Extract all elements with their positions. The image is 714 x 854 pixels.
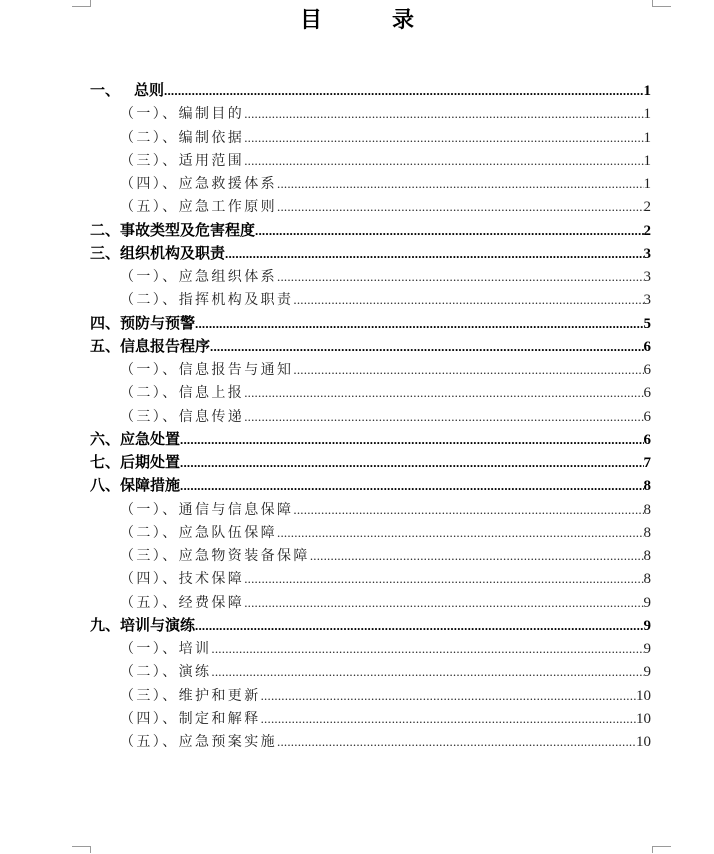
toc-dot-leader [211, 660, 643, 684]
toc-page-number: 3 [643, 292, 651, 309]
toc-subsection-entry[interactable] [90, 707, 651, 730]
toc-dot-leader [293, 288, 643, 312]
toc-entry-title: （三）、应急物资装备保障 [120, 548, 310, 564]
toc-subsection-entry[interactable] [90, 195, 651, 218]
toc-subsection-entry[interactable] [90, 684, 651, 707]
toc-entry-title: （四）、技术保障 [120, 571, 245, 588]
toc-page-number: 6 [643, 385, 651, 402]
toc-page-number: 8 [643, 571, 651, 588]
toc-dot-leader [225, 242, 643, 265]
toc-page-number: 9 [643, 617, 651, 634]
toc-entry-title: 二、事故类型及危害程度 [90, 220, 256, 239]
toc-entry-title: （三）、维护和更新 [120, 687, 261, 704]
toc-entry-title: （三）、适用范围 [120, 152, 245, 169]
toc-subsection-entry[interactable] [90, 591, 651, 614]
toc-dot-leader [293, 358, 643, 382]
toc-subsection-entry[interactable] [90, 567, 651, 590]
toc-page-number: 1 [643, 106, 651, 123]
toc-dot-leader [164, 79, 643, 102]
toc-dot-leader [210, 335, 643, 358]
toc-dot-leader [293, 498, 643, 522]
toc-page-number: 1 [643, 83, 651, 99]
toc-subsection-entry[interactable] [90, 730, 651, 753]
toc-page-number: 9 [643, 641, 651, 657]
toc-dot-leader [261, 684, 636, 708]
toc-entry-title: （二）、应急队伍保障 [120, 524, 277, 541]
toc-subsection-entry[interactable] [90, 102, 651, 125]
toc-subsection-entry[interactable] [90, 149, 651, 172]
toc-section-entry[interactable] [90, 312, 651, 335]
toc-dot-leader [277, 172, 644, 196]
toc-section-entry[interactable] [90, 451, 651, 474]
toc-entry-title: （一）、通信与信息保障 [120, 501, 294, 518]
toc-subsection-entry[interactable] [90, 265, 651, 288]
toc-entry-title: 五、信息报告程序 [90, 336, 211, 355]
toc-dot-leader [244, 102, 643, 126]
toc-entry-title: （一）、信息报告与通知 [120, 362, 294, 378]
toc-subsection-entry[interactable] [90, 288, 651, 311]
toc-entry-title: 四、预防与预警 [90, 313, 196, 332]
toc-section-entry[interactable] [90, 79, 651, 102]
toc-dot-leader [277, 195, 644, 219]
page-corner-mark-bottom-right [652, 846, 671, 853]
toc-entry-title: 总则 [134, 81, 165, 99]
toc-entry-title: 三、组织机构及职责 [90, 243, 226, 262]
toc-page-number: 3 [643, 269, 651, 285]
table-of-contents [90, 79, 651, 753]
toc-page-number: 1 [643, 176, 651, 192]
toc-dot-leader [277, 730, 636, 754]
toc-section-entry[interactable] [90, 474, 651, 497]
toc-dot-leader [195, 312, 643, 335]
toc-page-number: 3 [643, 245, 651, 262]
toc-page-number: 10 [636, 710, 651, 727]
toc-entry-title: （二）、信息上报 [120, 385, 245, 402]
toc-entry-title: （一）、应急组织体系 [120, 269, 277, 285]
toc-dot-leader [195, 614, 643, 637]
toc-page-number: 1 [643, 129, 651, 146]
toc-dot-leader [277, 265, 644, 289]
toc-entry-title: （五）、应急工作原则 [120, 199, 277, 216]
toc-entry-title: 七、后期处置 [90, 453, 181, 471]
toc-page-number: 6 [643, 338, 651, 355]
toc-dot-leader [244, 126, 643, 150]
toc-subsection-entry[interactable] [90, 126, 651, 149]
toc-page-number: 8 [643, 524, 651, 541]
toc-dot-leader [211, 637, 643, 661]
toc-entry-title: （五）、应急预案实施 [120, 734, 277, 750]
toc-entry-title: （四）、制定和解释 [120, 710, 261, 727]
toc-section-entry[interactable] [90, 335, 651, 358]
toc-entry-title: （一）、培训 [120, 641, 212, 657]
toc-dot-leader [180, 474, 643, 497]
toc-section-entry[interactable] [90, 614, 651, 637]
toc-page-number: 2 [643, 199, 651, 216]
toc-dot-leader [244, 405, 643, 429]
toc-dot-leader [244, 149, 643, 173]
toc-entry-title: （二）、指挥机构及职责 [120, 292, 294, 309]
toc-entry-number: 一、 [90, 81, 121, 99]
toc-dot-leader [180, 428, 643, 451]
toc-subsection-entry[interactable] [90, 381, 651, 404]
toc-page-number: 1 [643, 152, 651, 169]
toc-subsection-entry[interactable] [90, 358, 651, 381]
toc-entry-title: （五）、经费保障 [120, 594, 245, 611]
toc-subsection-entry[interactable] [90, 172, 651, 195]
toc-section-entry[interactable] [90, 219, 651, 242]
toc-entry-title: （四）、应急救援体系 [120, 176, 277, 192]
toc-dot-leader [261, 707, 636, 731]
toc-dot-leader [180, 451, 643, 474]
toc-subsection-entry[interactable] [90, 637, 651, 660]
toc-page-number: 6 [643, 362, 651, 378]
toc-subsection-entry[interactable] [90, 498, 651, 521]
toc-page-number: 9 [643, 664, 651, 681]
toc-page-number: 8 [643, 478, 651, 495]
toc-page-number: 10 [636, 687, 651, 704]
toc-dot-leader [244, 567, 643, 591]
toc-page-number: 2 [643, 222, 651, 239]
toc-page-number: 6 [643, 408, 651, 425]
toc-dot-leader [255, 219, 643, 242]
toc-subsection-entry[interactable] [90, 660, 651, 683]
toc-dot-leader [277, 521, 644, 545]
toc-entry-title: （二）、编制依据 [120, 129, 245, 146]
toc-subsection-entry[interactable] [90, 521, 651, 544]
toc-page-number: 8 [643, 548, 651, 564]
toc-subsection-entry[interactable] [90, 544, 651, 567]
toc-page-number: 8 [643, 501, 651, 518]
toc-entry-title: （一）、编制目的 [120, 106, 245, 123]
toc-subsection-entry[interactable] [90, 405, 651, 428]
page-corner-mark-bottom-left [72, 846, 91, 853]
toc-page-number: 7 [643, 455, 651, 471]
toc-entry-title: 九、培训与演练 [90, 615, 196, 634]
toc-entry-title: （三）、信息传递 [120, 408, 245, 425]
toc-page-number: 10 [636, 734, 651, 750]
toc-page-number: 5 [643, 315, 651, 332]
toc-section-entry[interactable] [90, 242, 651, 265]
toc-dot-leader [244, 591, 643, 615]
toc-entry-title: 八、保障措施 [90, 476, 181, 495]
toc-page-number: 6 [643, 431, 651, 448]
toc-title: 目 录 [299, 7, 438, 33]
toc-entry-title: （二）、演练 [120, 664, 212, 681]
toc-entry-title: 六、应急处置 [90, 429, 181, 448]
toc-section-entry[interactable] [90, 428, 651, 451]
toc-dot-leader [244, 381, 643, 405]
toc-page-number: 9 [643, 594, 651, 611]
toc-dot-leader [310, 544, 644, 568]
